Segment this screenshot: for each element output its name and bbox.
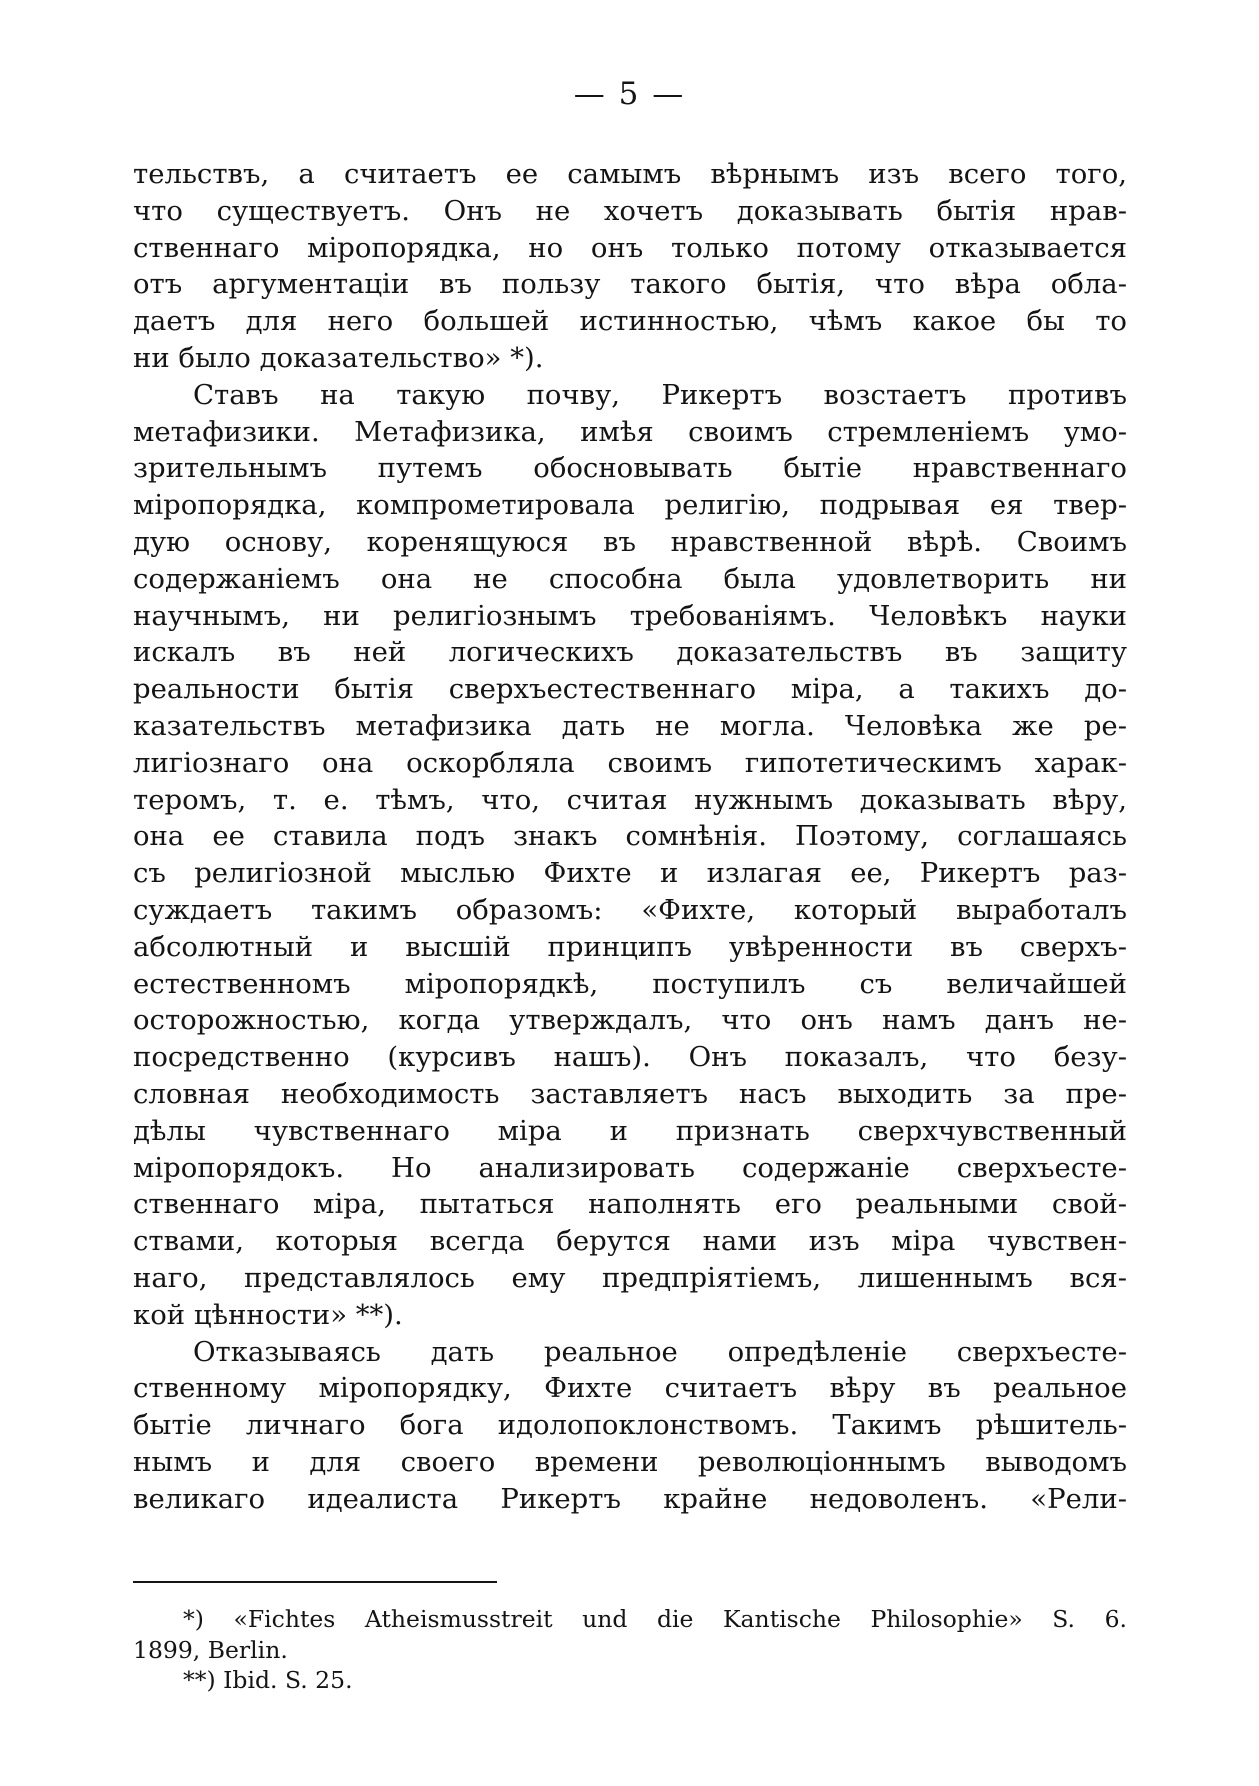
text-line: даетъ для него большей истинностью, чѣмъ какое бы то (133, 305, 1127, 338)
text-line: тельствъ, а считаетъ ее самымъ вѣрнымъ изъ всего того, (133, 158, 1127, 190)
text-line: ни было доказательство» *). (133, 341, 544, 374)
text-line: искалъ въ ней логическихъ доказательствъ въ защиту (133, 636, 1127, 669)
footnotes (133, 1604, 1127, 1696)
footnote-line: *) «Fichtes Atheismusstreit und die Kantische Philosophie» S. 6. (183, 1605, 1127, 1633)
paragraph-start-line: Ставъ на такую почву, Рикертъ возстаетъ противъ (193, 378, 1127, 411)
text-line: реальности бытія сверхъестественнаго міра, а такихъ до- (133, 673, 1127, 706)
body-text (133, 156, 1127, 1517)
text-line: наго, представлялось ему предпріятіемъ, лишеннымъ вся- (133, 1261, 1127, 1294)
text-line: міропорядокъ. Но анализировать содержаніе сверхъестe- (133, 1151, 1127, 1184)
text-line: ственному міропорядку, Фихте считаетъ вѣру въ реальное (133, 1372, 1127, 1405)
footnote-divider (133, 1581, 497, 1583)
text-line: суждаетъ такимъ образомъ: «Фихте, который выработалъ (133, 893, 1127, 926)
text-line: зрительнымъ путемъ обосновывать бытіе нравственнаго (133, 452, 1127, 485)
text-line: теромъ, т. е. тѣмъ, что, считая нужнымъ доказывать вѣру, (133, 783, 1127, 816)
text-line: что существуетъ. Онъ не хочетъ доказывать бытія нрав- (133, 194, 1127, 227)
text-line: дѣлы чувственнаго міра и признать сверхчувственный (133, 1114, 1127, 1147)
text-line: міропорядка, компрометировала религію, подрывая ея твер- (133, 489, 1127, 522)
text-line: дую основу, коренящуюся въ нравственной вѣрѣ. Своимъ (133, 525, 1127, 558)
text-line: научнымъ, ни религіознымъ требованіямъ. Человѣкъ науки (133, 599, 1127, 632)
text-line: естественномъ міропорядкѣ, поступилъ съ величайшей (133, 967, 1127, 1000)
text-line: отъ аргументаціи въ пользу такого бытія, что вѣра обла- (133, 268, 1127, 301)
text-line: словная необходимость заставляетъ насъ выходить за пре- (133, 1077, 1127, 1110)
text-line: она ее ставила подъ знакъ сомнѣнія. Поэтому, соглашаясь (133, 820, 1127, 853)
text-line: содержаніемъ она не способна была удовлетворить ни (133, 562, 1127, 595)
text-line: абсолютный и высшій принципъ увѣренности въ сверхъ- (133, 930, 1127, 963)
text-line: кой цѣнности» **). (133, 1298, 403, 1331)
text-line: ствами, которыя всегда берутся нами изъ міра чувствен- (133, 1225, 1127, 1258)
paragraph-start-line: Отказываясь дать реальное опредѣленіе сверхъесте- (193, 1335, 1127, 1368)
text-line: бытіе личнаго бога идолопоклонствомъ. Такимъ рѣшитель- (133, 1409, 1127, 1442)
footnote-line: **) Ibid. S. 25. (183, 1666, 353, 1694)
text-line: лигіознаго она оскорбляла своимъ гипотетическимъ харак- (133, 746, 1127, 779)
text-line: осторожностью, когда утверждалъ, что онъ намъ данъ не- (133, 1004, 1127, 1037)
text-line: великаго идеалиста Рикертъ крайне недоволенъ. «Рели- (133, 1482, 1127, 1515)
footnote-line: 1899, Berlin. (133, 1635, 288, 1664)
text-line: казательствъ метафизика дать не могла. Человѣка же ре- (133, 709, 1127, 742)
text-line: нымъ и для своего времени революціоннымъ выводомъ (133, 1445, 1127, 1478)
page-number: — 5 — (573, 76, 686, 112)
text-line: ственнаго міра, пытаться наполнять его реальными свой- (133, 1188, 1127, 1221)
text-line: ственнаго міропорядка, но онъ только потому отказывается (133, 231, 1127, 264)
text-line: посредственно (курсивъ нашъ). Онъ показалъ, что безу- (133, 1041, 1127, 1074)
text-line: метафизики. Метафизика, имѣя своимъ стремленіемъ умо- (133, 415, 1127, 448)
text-line: съ религіозной мыслью Фихте и излагая ее, Рикертъ раз- (133, 857, 1127, 890)
